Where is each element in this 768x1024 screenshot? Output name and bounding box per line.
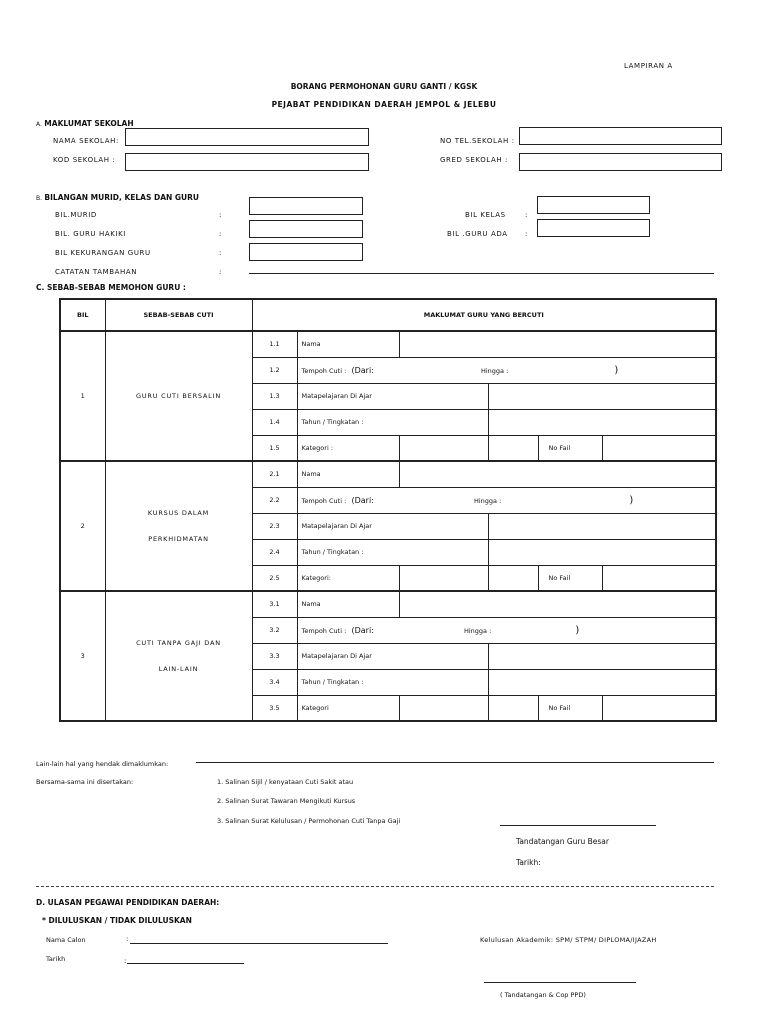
nama-input[interactable] — [399, 331, 716, 357]
matapelajaran-label: Matapelajaran Di Ajar — [297, 643, 488, 669]
row-number: 2.3 — [252, 513, 297, 539]
tahun-label: Tahun / Tingkatan : — [297, 409, 488, 435]
nama-label: Nama — [297, 591, 399, 617]
row-number: 2.5 — [252, 565, 297, 591]
colon: : — [124, 957, 127, 965]
tahun-input[interactable] — [488, 539, 716, 565]
bil-kekurangan-input[interactable] — [249, 243, 363, 261]
nama-sekolah-label: NAMA SEKOLAH: — [53, 137, 119, 145]
divider — [36, 886, 714, 887]
gred-sekolah-input[interactable] — [519, 153, 722, 171]
colon: : — [525, 211, 528, 219]
bil-guru-hakiki-label: BIL. GURU HAKIKI — [55, 230, 126, 238]
lampiran-label: LAMPIRAN A — [624, 62, 673, 70]
group-bil: 1 — [60, 331, 105, 461]
section-d-heading: D. ULASAN PEGAWAI PENDIDIKAN DAERAH: — [36, 898, 220, 907]
signature-line-ppd[interactable] — [484, 982, 636, 983]
signature-line-gb[interactable] — [500, 825, 656, 826]
nama-label: Nama — [297, 461, 399, 487]
tahun-label: Tahun / Tingkatan : — [297, 669, 488, 695]
colon: : — [219, 211, 222, 219]
row-number: 2.1 — [252, 461, 297, 487]
kategori-input[interactable] — [399, 695, 488, 721]
matapelajaran-label: Matapelajaran Di Ajar — [297, 513, 488, 539]
no-fail-label: No Fail — [538, 695, 602, 721]
matapelajaran-label: Matapelajaran Di Ajar — [297, 383, 488, 409]
col-sebab-header: SEBAB-SEBAB CUTI — [105, 299, 252, 331]
section-c-heading: C. SEBAB-SEBAB MEMOHON GURU : — [36, 283, 186, 292]
row-number: 1.3 — [252, 383, 297, 409]
bil-murid-input[interactable] — [249, 197, 363, 215]
tempoh-cuti-cell[interactable]: Tempoh Cuti : (Dari: Hingga : ) — [297, 357, 716, 383]
row-number: 3.4 — [252, 669, 297, 695]
no-fail-input[interactable] — [602, 695, 716, 721]
no-fail-label: No Fail — [538, 435, 602, 461]
colon: : — [525, 230, 528, 238]
no-tel-input[interactable] — [519, 127, 722, 145]
bil-kelas-input[interactable] — [537, 196, 650, 214]
tarikh-d-line[interactable] — [127, 963, 244, 964]
col-bil-header: BIL — [60, 299, 105, 331]
tandatangan-gb-label: Tandatangan Guru Besar — [516, 837, 609, 846]
row-number: 2.4 — [252, 539, 297, 565]
kelulusan-akademik: Kelulusan Akademik: SPM/ STPM/ DIPLOMA/IJAZAH — [480, 936, 657, 944]
form-title: BORANG PERMOHONAN GURU GANTI / KGSK — [290, 82, 478, 91]
attachment-1: 1. Salinan Sijil / kenyataan Cuti Sakit atau — [217, 778, 354, 786]
approval-status[interactable]: * DILULUSKAN / TIDAK DILULUSKAN — [42, 916, 192, 925]
group-reason: GURU CUTI BERSALIN — [105, 331, 252, 461]
kategori-input[interactable] — [399, 565, 488, 591]
bil-kekurangan-label: BIL KEKURANGAN GURU — [55, 249, 151, 257]
kategori-label: Kategori: — [297, 565, 399, 591]
tarikh-d-label: Tarikh — [46, 955, 66, 963]
group-bil: 3 — [60, 591, 105, 721]
matapelajaran-input[interactable] — [488, 513, 716, 539]
nama-calon-line[interactable] — [130, 943, 388, 944]
group-reason: KURSUS DALAM PERKHIDMATAN — [105, 461, 252, 591]
col-maklumat-header: MAKLUMAT GURU YANG BERCUTI — [252, 299, 716, 331]
bil-murid-label: BIL.MURID — [55, 211, 97, 219]
gred-sekolah-label: GRED SEKOLAH : — [440, 156, 509, 164]
no-fail-input[interactable] — [602, 435, 716, 461]
nama-label: Nama — [297, 331, 399, 357]
attachment-2: 2. Salinan Surat Tawaran Mengikuti Kursus — [217, 797, 356, 805]
blank-cell — [488, 565, 538, 591]
nama-input[interactable] — [399, 461, 716, 487]
catatan-line[interactable] — [249, 273, 714, 274]
kod-sekolah-label: KOD SEKOLAH : — [53, 156, 116, 164]
bersama-label: Bersama-sama ini disertakan: — [36, 778, 134, 786]
section-a-heading: A. MAKLUMAT SEKOLAH — [36, 119, 134, 128]
row-number: 1.5 — [252, 435, 297, 461]
bil-kelas-label: BIL KELAS — [465, 211, 506, 219]
tahun-input[interactable] — [488, 409, 716, 435]
attachment-3: 3. Salinan Surat Kelulusan / Permohonan Cuti Tanpa Gaji — [217, 817, 401, 825]
row-number: 3.1 — [252, 591, 297, 617]
no-fail-label: No Fail — [538, 565, 602, 591]
nama-input[interactable] — [399, 591, 716, 617]
form-subtitle: PEJABAT PENDIDIKAN DAERAH JEMPOL & JELEBU — [271, 100, 497, 109]
bil-guru-hakiki-input[interactable] — [249, 220, 363, 238]
matapelajaran-input[interactable] — [488, 383, 716, 409]
blank-cell — [488, 695, 538, 721]
cop-ppd-label: ( Tandatangan & Cop PPD) — [500, 991, 586, 999]
tempoh-cuti-cell[interactable]: Tempoh Cuti : (Dari: Hingga : ) — [297, 487, 716, 513]
row-number: 3.5 — [252, 695, 297, 721]
tahun-input[interactable] — [488, 669, 716, 695]
no-fail-input[interactable] — [602, 565, 716, 591]
colon: : — [126, 935, 129, 943]
row-number: 2.2 — [252, 487, 297, 513]
group-reason: CUTI TANPA GAJI DAN LAIN-LAIN — [105, 591, 252, 721]
no-tel-label: NO TEL.SEKOLAH : — [440, 137, 515, 145]
group-bil: 2 — [60, 461, 105, 591]
section-b-heading: B. BILANGAN MURID, KELAS DAN GURU — [36, 193, 200, 202]
lain-lain-label: Lain-lain hal yang hendak dimaklumkan: — [36, 760, 169, 768]
kategori-label: Kategori : — [297, 435, 399, 461]
matapelajaran-input[interactable] — [488, 643, 716, 669]
row-number: 3.2 — [252, 617, 297, 643]
row-number: 1.2 — [252, 357, 297, 383]
tarikh-gb-label: Tarikh: — [516, 858, 541, 867]
tempoh-cuti-cell[interactable]: Tempoh Cuti : (Dari: Hingga : ) — [297, 617, 716, 643]
colon: : — [219, 249, 222, 257]
nama-sekolah-input[interactable] — [125, 128, 369, 146]
row-number: 3.3 — [252, 643, 297, 669]
lain-lain-line[interactable] — [196, 762, 714, 763]
kategori-input[interactable] — [399, 435, 488, 461]
leave-table — [59, 298, 717, 722]
colon: : — [219, 268, 222, 276]
tahun-label: Tahun / Tingkatan : — [297, 539, 488, 565]
catatan-label: CATATAN TAMBAHAN — [55, 268, 138, 276]
nama-calon-label: Nama Calon — [46, 936, 86, 944]
bil-guru-ada-label: BIL .GURU ADA — [447, 230, 508, 238]
kod-sekolah-input[interactable] — [125, 153, 369, 171]
blank-cell — [488, 435, 538, 461]
bil-guru-ada-input[interactable] — [537, 219, 650, 237]
row-number: 1.4 — [252, 409, 297, 435]
kategori-label: Kategori — [297, 695, 399, 721]
colon: : — [219, 230, 222, 238]
row-number: 1.1 — [252, 331, 297, 357]
